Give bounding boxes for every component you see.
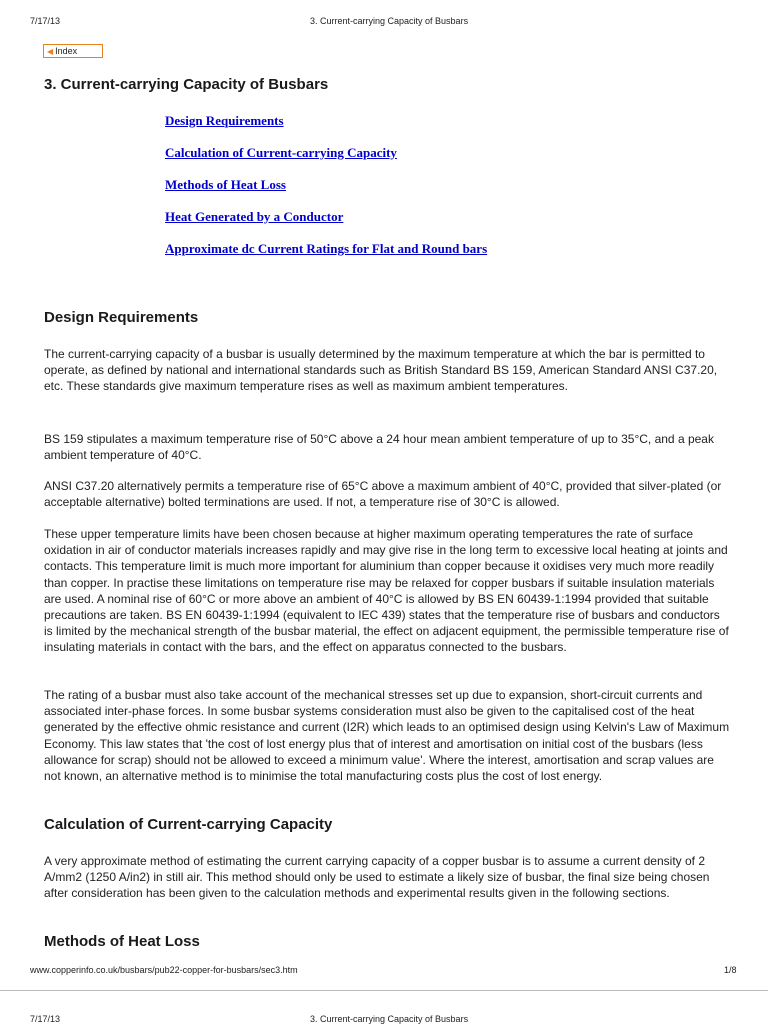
calculation-paragraph-1: A very approximate method of estimating the current carrying capacity of a copper busbar is to assume a current density of 2 A/mm2 (1250 A/in2) in still air. This method should only be used to estimate a likely size of busbar, the final size being chosen after consideration has been given to the calculation methods and experimental results given in the following sections. (44, 854, 710, 901)
design-paragraph-1: The current-carrying capacity of a busbar is usually determined by the maximum temperature at which the bar is permitted to operate, as defined by national and international standards such as British Standard BS 159, American Standard ANSI C37.20, etc. These standards give maximum temperature rises as well as maximum ambient temperatures. (44, 347, 718, 394)
toc-link-heat-generated[interactable]: Heat Generated by a Conductor (165, 209, 344, 224)
design-paragraph-3: ANSI C37.20 alternatively permits a temperature rise of 65°C above a maximum ambient of 40°C, provided that silver-plated (or acceptable alternative) bolted terminations are used. If not, a temperature rise of 30°C is allowed. (44, 479, 722, 510)
index-button[interactable] (43, 44, 103, 58)
page-title: 3. Current-carrying Capacity of Busbars (44, 76, 329, 93)
design-paragraph-2: BS 159 stipulates a maximum temperature rise of 50°C above a 24 hour mean ambient temperature of up to 35°C, and a peak ambient temperature of 40°C. (44, 432, 714, 463)
design-paragraph-4: These upper temperature limits have been chosen because at higher maximum operating temperatures the rate of surface oxidation in air of conductor materials increases rapidly and may give rise in the long term to excessive local heating at joints and contacts. This temperature limit is much more important for aluminium than copper because it oxidises very much more readily than copper. In practise these limitations on temperature rise may be relaxed for copper busbars if suitable insulation materials are used. A nominal rise of 60°C or more above an ambient of 40°C is allowed by BS EN 60439-1:1994 provided that suitable precautions are taken. BS EN 60439-1:1994 (equivalent to IEC 439) states that the temperature rise of busbars and conductors is limited by the mechanical strength of the busbar material, the effect on adjacent equipment, the permissible temperature rise of insulating materials in contact with the bars, and the effect on apparatus connected to the busbars. (44, 527, 729, 655)
table-of-contents (165, 112, 487, 272)
print-page-number: 1/8 (724, 965, 737, 975)
print-date: 7/17/13 (30, 16, 61, 26)
index-label: Index (55, 46, 78, 56)
print-title: 3. Current-carrying Capacity of Busbars (310, 16, 469, 26)
next-page-title: 3. Current-carrying Capacity of Busbars (310, 1014, 469, 1024)
toc-link-dc-ratings[interactable]: Approximate dc Current Ratings for Flat and Round bars (165, 241, 488, 256)
design-requirements-heading-wrap (44, 309, 730, 326)
toc-link-calculation[interactable]: Calculation of Current-carrying Capacity (165, 145, 397, 160)
next-page-date: 7/17/13 (30, 1014, 61, 1024)
calculation-heading-wrap (44, 816, 730, 833)
heat-loss-heading-wrap (44, 933, 730, 950)
design-requirements-heading: Design Requirements (44, 309, 199, 326)
toc-link-design-requirements[interactable]: Design Requirements (165, 113, 284, 128)
left-triangle-icon: ◀ (47, 46, 54, 56)
heat-loss-heading: Methods of Heat Loss (44, 933, 200, 950)
toc-link-heat-loss[interactable]: Methods of Heat Loss (165, 177, 286, 192)
print-url: www.copperinfo.co.uk/busbars/pub22-copper-for-busbars/sec3.htm (30, 965, 298, 975)
design-paragraph-5: The rating of a busbar must also take account of the mechanical stresses set up due to expansion, short-circuit currents and associated inter-phase forces. In some busbar systems consideration must also be given to the capitalised cost of the heat generated by the effective ohmic resistance and current (I2R) which leads to an optimised design using Kelvin's Law of Maximum Economy. This law states that 'the cost of lost energy plus that of interest and amortisation on initial cost of the busbars (less allowance for scrap) should not be allowed to exceed a minimum value'. Where the interest, amortisation and scrap values are not known, an alternative method is to minimise the total manufacturing costs plus the cost of lost energy. (44, 688, 730, 784)
page-divider (0, 990, 768, 991)
calculation-heading: Calculation of Current-carrying Capacity (44, 816, 333, 833)
